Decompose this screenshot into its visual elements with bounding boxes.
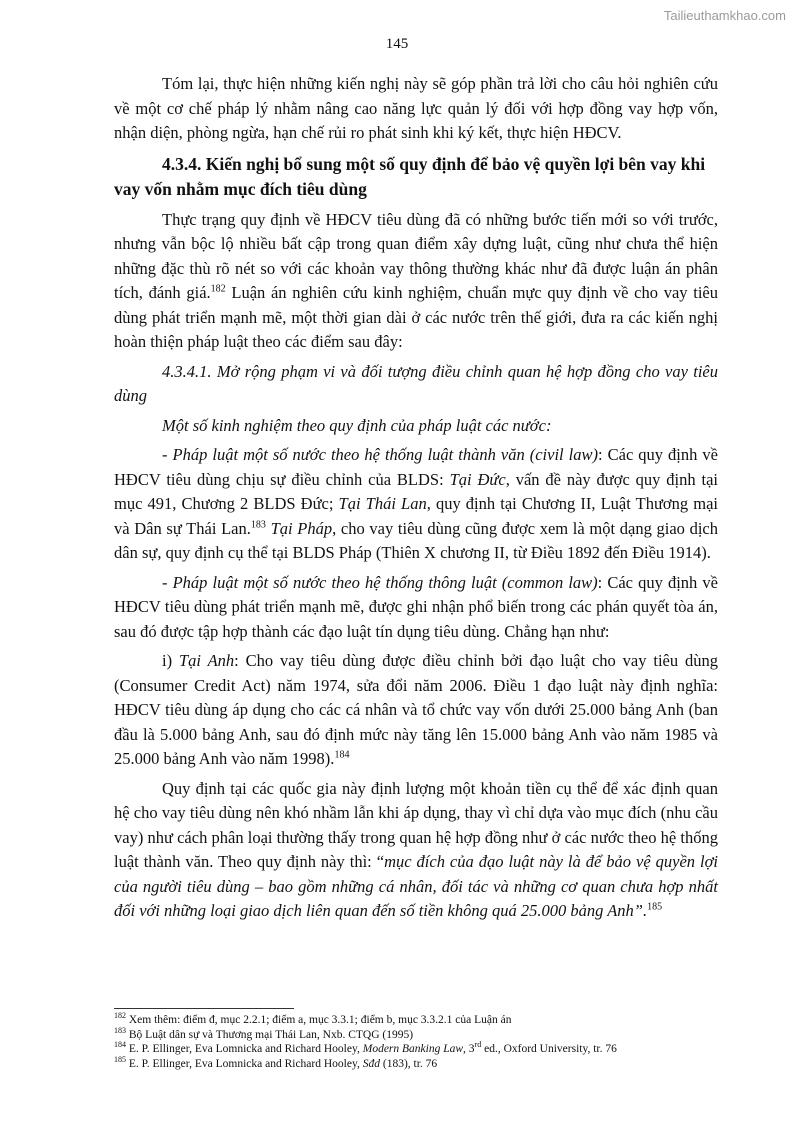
paragraph-text: : Các quy định về HĐCV tiêu dùng phát triển mạnh mẽ, được ghi nhận phổ biến trong các phán quyết tòa án, sau đó được tập hợp thành các đạo luật tín dụng tiêu dùng. Chẳng hạn như: bbox=[114, 572, 718, 641]
paragraph-text: Luận án nghiên cứu kinh nghiệm, chuẩn mực quy định về cho vay tiêu dùng phát triển mạnh mẽ, một thời gian dài ở các nước trên thế giới, đưa ra các kiến nghị hoàn thiện pháp luật theo các điểm sau đây: bbox=[114, 283, 718, 351]
footnote-185 bbox=[114, 1054, 718, 1072]
footnote-divider bbox=[114, 1008, 294, 1009]
body-text bbox=[114, 72, 718, 924]
paragraph-text: Quy định tại các quốc gia này định lượng một khoản tiền cụ thể để xác định quan hệ cho vay tiêu dùng nên khó nhầm lẫn khi áp dụng, thay vì chỉ dựa vào mục đích (nhu cầu vay) như cách phân loại thường thấy trong quan hệ hợp đồng như ở các nước theo hệ thống luật thành văn. Theo quy định này thì: “ bbox=[114, 778, 718, 871]
paragraph-current-state bbox=[114, 208, 718, 355]
footnote-text: Xem thêm: điểm đ, mục 2.2.1; điểm a, mục 3.3.1; điểm b, mục 3.3.2.1 của Luận án bbox=[128, 1014, 512, 1026]
footnote-text: , 3 bbox=[463, 1043, 475, 1055]
section-heading: 4.3.4. Kiến nghị bổ sung một số quy định để bảo vệ quyền lợi bên vay khi vay vốn nhằm mục đích tiêu dùng bbox=[114, 153, 706, 199]
footnotes bbox=[114, 1008, 718, 1071]
footnote-ref-184[interactable]: 184 bbox=[334, 749, 350, 761]
footnote-ref-183[interactable]: 183 bbox=[250, 519, 266, 530]
paragraph-common-law bbox=[114, 571, 718, 645]
footnote-number: 183 bbox=[114, 1025, 126, 1035]
lead-text: Một số kinh nghiệm theo quy định của pháp luật các nước: bbox=[162, 415, 552, 435]
quote-text: mục đích của đạo luật này là để bảo vệ quyền lợi của người tiêu dùng – bao gồm những cá nhân, đối tác và những cơ quan chưa hợp nhất đối với những loại giao dịch liên quan đến số tiền không quá 25.000 bảng Anh”. bbox=[114, 852, 719, 920]
footnote-182 bbox=[114, 1013, 718, 1028]
subsection-heading: 4.3.4.1. Mở rộng phạm vi và đối tượng điều chỉnh quan hệ hợp đồng cho vay tiêu dùng bbox=[114, 361, 718, 405]
footnote-text: E. P. Ellinger, Eva Lomnicka and Richard Hooley, bbox=[128, 1043, 363, 1055]
list-marker: i) bbox=[162, 651, 179, 670]
footnote-number: 184 bbox=[114, 1040, 126, 1050]
country-thailand: Tại Thái Lan bbox=[338, 494, 427, 513]
common-law-label: - Pháp luật một số nước theo hệ thống thông luật (common law) bbox=[162, 572, 598, 592]
paragraph-text: : Cho vay tiêu dùng được điều chỉnh bởi đạo luật cho vay tiêu dùng (Consumer Credit Act) năm 1974, sửa đổi năm 2006. Điều 1 đạo luật này định nghĩa: HĐCV tiêu dùng áp dụng cho các cá nhân và tổ chức vay vốn dưới 25.000 bảng Anh (ban đầu là 5.000 bảng Anh, sau đó định mức này tăng lên 15.000 bảng Anh vào năm 1985 và 25.000 bảng Anh vào năm 1998). bbox=[114, 651, 718, 768]
footnote-text: Bộ Luật dân sự và Thương mại Thái Lan, Nxb. CTQG (1995) bbox=[128, 1028, 414, 1041]
country-france: Tại Pháp bbox=[270, 518, 333, 538]
intro-paragraph: Tóm lại, thực hiện những kiến nghị này sẽ góp phần trả lời cho câu hỏi nghiên cứu về một cơ chế pháp lý nhằm nâng cao năng lực quản lý đối với hợp đồng vay hợp vốn, nhận diện, phòng ngừa, hạn chế rủi ro phát sinh khi ký kết, thực hiện HĐCV. bbox=[114, 74, 718, 142]
footnote-text: ed., Oxford University, tr. 76 bbox=[481, 1043, 617, 1055]
footnote-183 bbox=[114, 1025, 718, 1043]
paragraph-text: Thực trạng quy định về HĐCV tiêu dùng đã có những bước tiến mới so với trước, nhưng vẫn bộc lộ nhiều bất cập trong quan điểm xây dựng luật, cũng như chưa thể hiện những đặc thù rõ nét so với các khoản vay thông thường khác như đã được luận án phân tích, đánh giá. bbox=[114, 209, 718, 302]
paragraph-civil-law bbox=[114, 443, 718, 566]
paragraph-text: , vấn đề này được quy định tại mục 491, Chương 2 BLDS Đức; bbox=[114, 469, 718, 513]
book-title: Sđd bbox=[362, 1057, 380, 1070]
footnote-text: (183), tr. 76 bbox=[379, 1057, 438, 1070]
paragraph-uk bbox=[114, 649, 718, 772]
lead-line bbox=[114, 414, 718, 439]
page-number: 145 bbox=[385, 36, 409, 52]
country-germany: Tại Đức bbox=[449, 469, 506, 489]
paragraph-quantification bbox=[114, 777, 718, 924]
footnote-number: 185 bbox=[114, 1054, 126, 1064]
country-uk: Tại Anh bbox=[178, 651, 235, 670]
edition-suffix: rd bbox=[474, 1040, 482, 1050]
watermark: Tailieuthamkhao.com bbox=[663, 8, 786, 23]
footnote-ref-185[interactable]: 185 bbox=[647, 901, 663, 913]
paragraph-text: : Các quy định về HĐCV tiêu dùng chịu sự điều chỉnh của BLDS: bbox=[114, 445, 718, 489]
civil-law-label: - Pháp luật một số nước theo hệ thống luật thành văn (civil law) bbox=[162, 445, 598, 464]
footnote-text: E. P. Ellinger, Eva Lomnicka and Richard Hooley, bbox=[128, 1057, 363, 1070]
footnote-ref-182[interactable]: 182 bbox=[210, 283, 226, 295]
paragraph-text: , cho vay tiêu dùng cũng được xem là một dạng giao dịch dân sự, quy định cụ thể tại BLDS Pháp (Thiên X chương II, từ Điều 1892 đến Điều 1914). bbox=[114, 518, 719, 562]
footnote-184 bbox=[114, 1042, 718, 1057]
book-title: Modern Banking Law bbox=[362, 1043, 464, 1055]
paragraph-text: , quy định tại Chương II, Luật Thương mại và Dân sự Thái Lan. bbox=[114, 494, 718, 538]
footnote-number: 182 bbox=[114, 1011, 126, 1021]
